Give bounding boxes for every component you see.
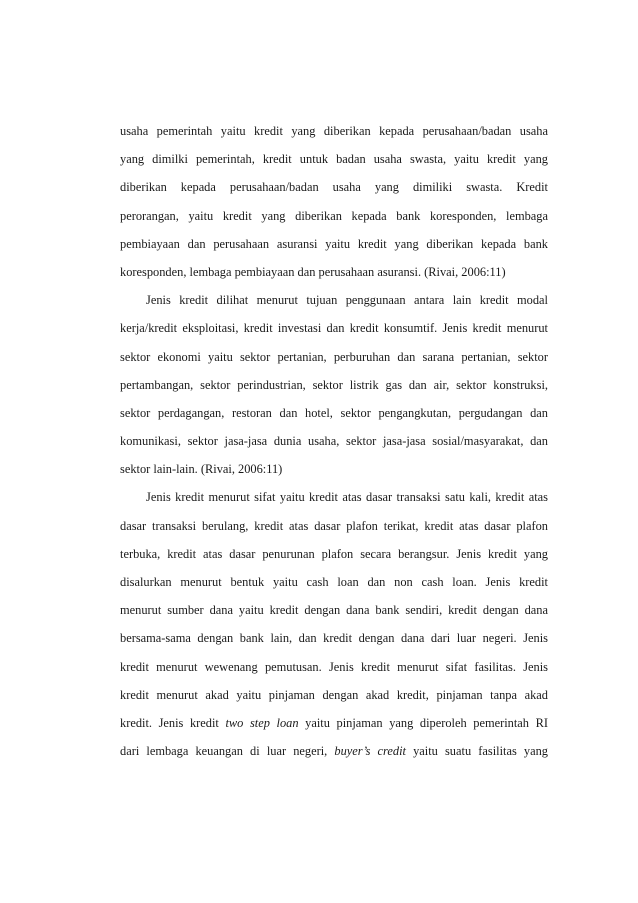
text-line: koresponden, lembaga pembiayaan dan perusahaan asuransi. (Rivai, 2006:11) (120, 264, 506, 279)
text-segment: dari lembaga keuangan di luar negeri, (120, 744, 335, 759)
text-segment: yaitu suatu fasilitas yang (405, 744, 548, 759)
text-segment: kredit. Jenis kredit (120, 715, 226, 730)
text-line: sektor ekonomi yaitu sektor pertanian, perburuhan dan sarana pertanian, sektor (120, 349, 548, 364)
text-line: yang dimilki pemerintah, kredit untuk badan usaha swasta, yaitu kredit yang (120, 152, 548, 167)
text-line: kredit menurut akad yaitu pinjaman dengan akad kredit, pinjaman tanpa akad (120, 687, 548, 702)
text-line: sektor perdagangan, restoran dan hotel, sektor pengangkutan, pergudangan dan (120, 405, 548, 420)
text-line: Jenis kredit menurut sifat yaitu kredit atas dasar transaksi satu kali, kredit atas (146, 490, 548, 505)
text-line-with-italic (120, 709, 548, 737)
text-line: Jenis kredit dilihat menurut tujuan penggunaan antara lain kredit modal (146, 293, 548, 308)
text-line: kredit menurut wewenang pemutusan. Jenis kredit menurut sifat fasilitas. Jenis (120, 659, 548, 674)
text-line: disalurkan menurut bentuk yaitu cash loan dan non cash loan. Jenis kredit (120, 575, 548, 589)
text-line: kerja/kredit eksploitasi, kredit investasi dan kredit konsumtif. Jenis kredit menurut (120, 321, 548, 336)
text-line: dasar transaksi berulang, kredit atas dasar plafon terikat, kredit atas dasar plafon (120, 518, 548, 533)
text-line-with-italic (120, 737, 548, 765)
text-line: bersama-sama dengan bank lain, dan kredit dengan dana dari luar negeri. Jenis (120, 631, 548, 646)
text-line: pertambangan, sektor perindustrian, sektor listrik gas dan air, sektor konstruksi, (120, 377, 548, 392)
text-line: sektor lain-lain. (Rivai, 2006:11) (120, 462, 283, 477)
text-line: komunikasi, sektor jasa-jasa dunia usaha, sektor jasa-jasa sosial/masyarakat, dan (120, 434, 548, 449)
text-line: perorangan, yaitu kredit yang diberikan kepada bank koresponden, lembaga (120, 208, 548, 223)
italic-term: buyer’s credit (334, 744, 406, 759)
text-line: usaha pemerintah yaitu kredit yang diberikan kepada perusahaan/badan usaha (120, 124, 548, 138)
text-segment: yaitu pinjaman yang diperoleh pemerintah RI (298, 715, 548, 730)
text-line: pembiayaan dan perusahaan asuransi yaitu kredit yang diberikan kepada bank (120, 236, 548, 251)
text-line: terbuka, kredit atas dasar penurunan plafon secara berangsur. Jenis kredit yang (120, 546, 548, 561)
text-line: diberikan kepada perusahaan/badan usaha yang dimiliki swasta. Kredit (120, 180, 548, 195)
italic-term: two step loan (225, 715, 299, 730)
text-line: menurut sumber dana yaitu kredit dengan dana bank sendiri, kredit dengan dana (120, 603, 548, 618)
body-text (120, 117, 548, 765)
